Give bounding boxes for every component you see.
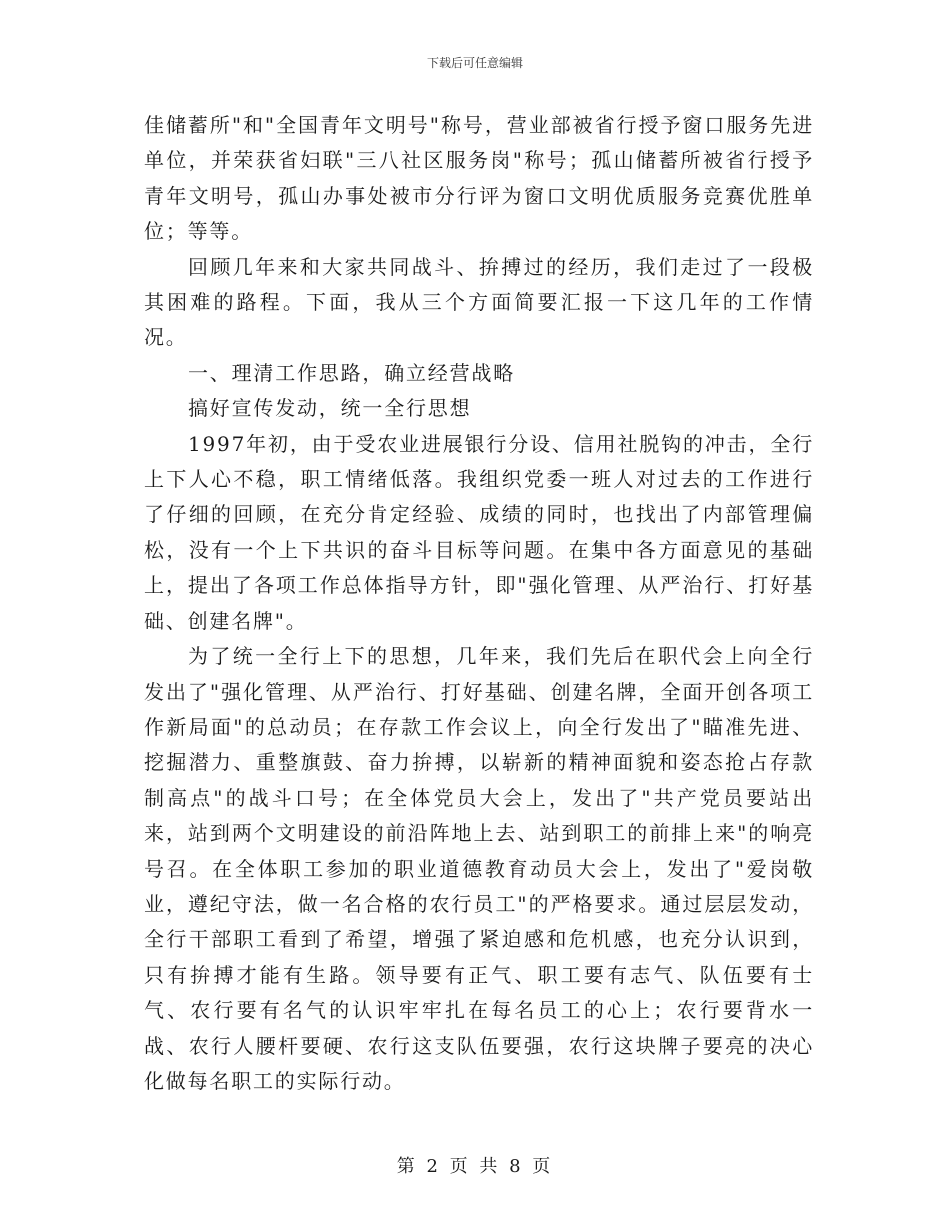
page-header: 下载后可任意编辑 xyxy=(426,56,523,70)
paragraph-1: 佳储蓄所"和"全国青年文明号"称号，营业部被省行授予窗口服务先进单位，并荣获省妇联"三八社区服务岗"称号；孤山储蓄所被省行授予青年文明号，孤山办事处被市分行评为窗口文明优质服务竞赛优胜单位；等等。 xyxy=(144,113,814,244)
paragraph-2: 回顾几年来和大家共同战斗、拚搏过的经历，我们走过了一段极其困难的路程。下面，我从三个方面简要汇报一下这几年的工作情况。 xyxy=(144,254,814,350)
paragraph-4: 为了统一全行上下的思想，几年来，我们先后在职代会上向全行发出了"强化管理、从严治行、打好基础、创建名牌，全面开创各项工作新局面"的总动员；在存款工作会议上，向全行发出了"瞄准先进、挖掘潜力、重整旗鼓、奋力拚搏，以崭新的精神面貌和姿态抢占存款制高点"的战斗口号；在全体党员大会上，发出了"共产党员要站出来，站到两个文明建设的前沿阵地上去、站到职工的前排上来"的响亮号召。在全体职工参加的职业道德教育动员大会上，发出了"爱岗敬业，遵纪守法，做一名合格的农行员工"的严格要求。通过层层发动，全行干部职工看到了希望，增强了紧迫感和危机感，也充分认识到，只有拚搏才能有生路。领导要有正气、职工要有志气、队伍要有士气、农行要有名气的认识牢牢扎在每名员工的心上；农行要背水一战、农行人腰杆要硬、农行这支队伍要强，农行这块牌子要亮的决心化做每名职工的实际行动。 xyxy=(144,644,814,1093)
paragraph-3: 1997年初，由于受农业进展银行分设、信用社脱钩的冲击，全行上下人心不稳，职工情绪低落。我组织党委一班人对过去的工作进行了仔细的回顾，在充分肯定经验、成绩的同时，也找出了内部管理偏松，没有一个上下共识的奋斗目标等问题。在集中各方面意见的基础上，提出了各项工作总体指导方针，即"强化管理、从严治行、打好基础、创建名牌"。 xyxy=(144,431,814,633)
subsection-heading: 搞好宣传发动，统一全行思想 xyxy=(188,396,472,421)
section-heading: 一、理清工作思路，确立经营战略 xyxy=(188,360,515,385)
page-number: 第 2 页 共 8 页 xyxy=(396,1156,554,1177)
document-body xyxy=(144,108,814,1099)
